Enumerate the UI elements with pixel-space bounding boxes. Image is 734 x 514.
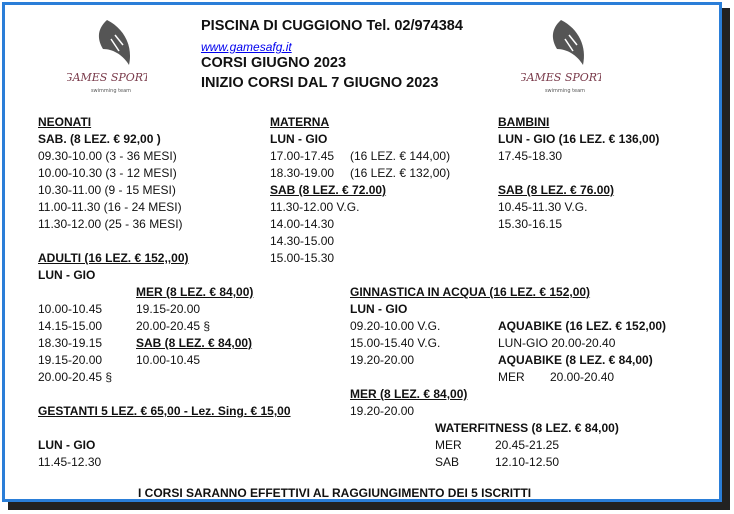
materna-subtitle: LUN - GIO [270, 132, 328, 146]
ginnastica-mer-title: MER (8 LEZ. € 84,00) [350, 387, 468, 401]
neonati-row: 10.00-10.30 (3 - 12 MESI) [38, 166, 177, 180]
logo-subtext-left: swimming team [90, 88, 132, 94]
ginnastica-row: 19.20-20.00 [350, 353, 415, 367]
adulti-row-right: 20.00-20.45 § [136, 319, 211, 333]
aquabike-title-16: AQUABIKE (16 LEZ. € 152,00) [498, 319, 667, 333]
logo-subtext-right: swimming team [544, 88, 586, 94]
waterfitness-title: WATERFITNESS (8 LEZ. € 84,00) [435, 421, 619, 435]
adulti-row-left: 19.15-20.00 [38, 353, 103, 367]
bambini-subtitle: LUN - GIO (16 LEZ. € 136,00) [498, 132, 660, 146]
bambini-row: 17.45-18.30 [498, 149, 563, 163]
header-month: CORSI GIUGNO 2023 [201, 55, 347, 71]
ginnastica-row: 09.20-10.00 V.G. [350, 319, 441, 333]
logo-text-left: GAMES SPORT [67, 71, 147, 84]
materna-sab-row: 11.30-12.00 V.G. [270, 200, 360, 214]
games-sport-logo-right [521, 15, 601, 105]
materna-sab-row: 14.30-15.00 [270, 234, 335, 248]
neonati-title: NEONATI [38, 115, 92, 129]
gestanti-title: GESTANTI 5 LEZ. € 65,00 - Lez. Sing. € 15,00 [38, 404, 291, 418]
footer-note: I CORSI SARANNO EFFETTIVI AL RAGGIUNGIMENTO DEI 5 ISCRITTI [138, 486, 532, 500]
header-title: PISCINA DI CUGGIONO Tel. 02/974384 [201, 18, 463, 34]
header-start-date: INIZIO CORSI DAL 7 GIUGNO 2023 [201, 75, 439, 91]
ginnastica-mer-row: 19.20-20.00 [350, 404, 415, 418]
adulti-row-left: 10.00-10.45 [38, 302, 103, 316]
ginnastica-row: 15.00-15.40 V.G. [350, 336, 441, 350]
games-sport-logo-left [67, 15, 147, 105]
ginnastica-subtitle: LUN - GIO [350, 302, 408, 316]
materna-price: (16 LEZ. € 132,00) [350, 166, 451, 180]
materna-sab-row: 14.00-14.30 [270, 217, 335, 231]
aquabike-time-8: 20.00-20.40 [550, 370, 615, 384]
waterfitness-day: SAB [435, 455, 460, 469]
waterfitness-time: 20.45-21.25 [495, 438, 560, 452]
flyer-frame [2, 2, 722, 502]
neonati-row: 09.30-10.00 (3 - 36 MESI) [38, 149, 177, 163]
waterfitness-time: 12.10-12.50 [495, 455, 560, 469]
adulti-mer-title: MER (8 LEZ. € 84,00) [136, 285, 254, 299]
bambini-title: BAMBINI [498, 115, 550, 129]
gestanti-row: 11.45-12.30 [38, 455, 102, 469]
materna-sab-row: 15.00-15.30 [270, 251, 335, 265]
materna-title: MATERNA [270, 115, 330, 129]
bambini-sab-row: 15.30-16.15 [498, 217, 563, 231]
materna-sab-title: SAB (8 LEZ. € 72.00) [270, 183, 387, 197]
aquabike-title-8: AQUABIKE (8 LEZ. € 84,00) [498, 353, 653, 367]
adulti-subtitle: LUN - GIO [38, 268, 96, 282]
website-link[interactable]: www.gamesafg.it [201, 40, 292, 54]
adulti-sab-title: SAB (8 LEZ. € 84,00) [136, 336, 253, 350]
logo-text-right: GAMES SPORT [521, 71, 601, 84]
adulti-row-left: 14.15-15.00 [38, 319, 103, 333]
aquabike-day-8: MER [498, 370, 525, 384]
bambini-sab-row: 10.45-11.30 V.G. [498, 200, 588, 214]
materna-time: 18.30-19.00 [270, 166, 335, 180]
neonati-row: 11.00-11.30 (16 - 24 MESI) [38, 200, 182, 214]
materna-price: (16 LEZ. € 144,00) [350, 149, 451, 163]
ginnastica-title: GINNASTICA IN ACQUA (16 LEZ. € 152,00) [350, 285, 591, 299]
waterfitness-day: MER [435, 438, 462, 452]
materna-time: 17.00-17.45 [270, 149, 335, 163]
adulti-title: ADULTI (16 LEZ. € 152,,00) [38, 251, 189, 265]
gestanti-subtitle: LUN - GIO [38, 438, 96, 452]
aquabike-row-16: LUN-GIO 20.00-20.40 [498, 336, 616, 350]
adulti-row-left: 20.00-20.45 § [38, 370, 113, 384]
bambini-sab-title: SAB (8 LEZ. € 76.00) [498, 183, 615, 197]
neonati-row: 11.30-12.00 (25 - 36 MESI) [38, 217, 183, 231]
adulti-row-right: 10.00-10.45 [136, 353, 201, 367]
neonati-row: 10.30-11.00 (9 - 15 MESI) [38, 183, 176, 197]
adulti-row-right: 19.15-20.00 [136, 302, 201, 316]
adulti-row-left: 18.30-19.15 [38, 336, 103, 350]
neonati-subtitle: SAB. (8 LEZ. € 92,00 ) [38, 132, 161, 146]
